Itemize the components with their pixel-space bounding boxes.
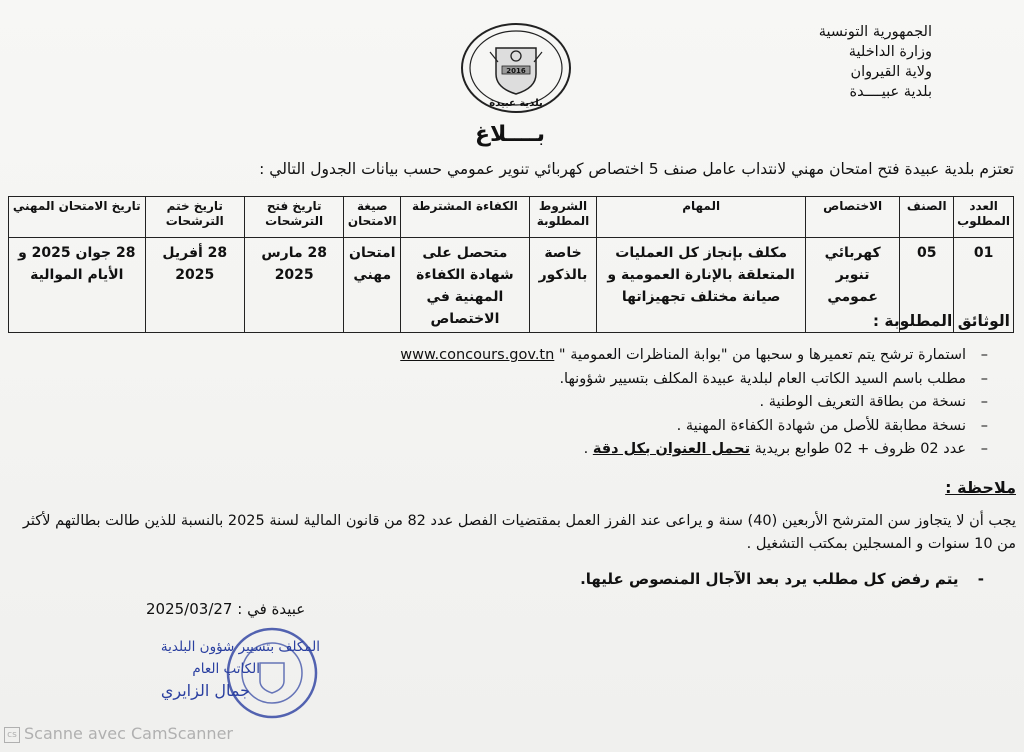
table-row	[9, 238, 1014, 333]
concours-portal-link[interactable]: www.concours.gov.tn	[400, 347, 555, 363]
republic-name: الجمهورية التونسية	[818, 24, 932, 40]
signatory-role: المكلف بتسيير شؤون البلدية	[160, 639, 320, 655]
governorate-name: ولاية القيروان	[850, 64, 932, 80]
documents-heading: الوثائق المطلوبة :	[872, 312, 1010, 330]
emblem-year: 2016	[506, 67, 526, 75]
col-header-conditions: الشروط المطلوبة	[529, 197, 597, 238]
rejection-text: يتم رفض كل مطلب يرد بعد الآجال المنصوص عليها.	[580, 570, 959, 588]
documents-item-1-text: استمارة ترشح يتم تعميرها و سحبها من "بوابة المناظرات العمومية "	[558, 347, 966, 363]
camscanner-logo-icon: cs	[4, 727, 20, 743]
ministry-name: وزارة الداخلية	[848, 44, 932, 60]
cell-exam-type: امتحان مهني	[344, 238, 401, 333]
col-header-exam-date: تاريخ الامتحان المهني	[9, 197, 146, 238]
documents-item-5-text: عدد 02 ظروف + 02 طوابع بريدية	[754, 441, 966, 457]
positions-table	[8, 196, 1014, 333]
signature-dateline	[146, 600, 305, 618]
documents-list	[228, 344, 988, 462]
col-header-specialty: الاختصاص	[805, 197, 899, 238]
col-header-tasks: المهام	[597, 197, 806, 238]
documents-item-5-emphasis: تحمل العنوان بكل دقة	[592, 441, 751, 457]
signatory-title: الكاتب العام	[192, 661, 260, 677]
page-title: بــــلاغ	[474, 122, 546, 147]
col-header-exam-type: صيغة الامتحان	[344, 197, 401, 238]
cell-grade: 05	[900, 238, 954, 333]
cell-specialty: كهربائي تنوير عمومي	[805, 238, 899, 333]
municipality-name: بلدية عبيــــدة	[849, 84, 932, 100]
table-header-row	[9, 197, 1014, 238]
list-item	[228, 344, 988, 368]
note-paragraph: يجب أن لا يتجاوز سن المترشح الأربعين (40) سنة و يراعى عند الفرز العمل بمقتضيات الفصل عدد 82 من قانون المالية لسنة 2025 بالنسبة للذين طالت بطالتهم لأكثر من 10 سنوات و المسجلين بمكتب التشغيل .	[22, 513, 1016, 552]
signature-place: عبيدة في :	[237, 600, 306, 618]
cell-exam-date: 28 جوان 2025 و الأيام الموالية	[9, 238, 146, 333]
signature-date: 2025/03/27	[146, 600, 233, 618]
emblem-text: بلدية عبيدة	[489, 98, 543, 109]
rejection-notice	[580, 570, 984, 588]
cell-count: 01	[954, 238, 1014, 333]
cell-conditions: خاصة بالذكور	[529, 238, 597, 333]
col-header-grade: الصنف	[900, 197, 954, 238]
signatory-name: جمال الزايري	[160, 681, 250, 700]
col-header-close-date: تاريخ ختم الترشحات	[145, 197, 244, 238]
col-header-open-date: تاريخ فتح الترشحات	[244, 197, 343, 238]
col-header-qualification: الكفاءة المشترطة	[401, 197, 529, 238]
documents-item-5-end: .	[583, 441, 593, 457]
rejection-dash: -	[977, 570, 984, 588]
cell-qualification: متحصل على شهادة الكفاءة المهنية في الاختصاص	[401, 238, 529, 333]
signatory-block	[70, 636, 320, 702]
list-item: – نسخة من بطاقة التعريف الوطنية .	[228, 391, 988, 415]
col-header-count: العدد المطلوب	[954, 197, 1014, 238]
list-item: – نسخة مطابقة للأصل من شهادة الكفاءة المهنية .	[228, 415, 988, 439]
cell-open-date: 28 مارس 2025	[244, 238, 343, 333]
municipality-emblem-icon	[460, 22, 572, 114]
scanner-watermark	[4, 724, 233, 743]
watermark-text: Scanne avec CamScanner	[24, 724, 233, 743]
cell-tasks: مكلف بإنجاز كل العمليات المتعلقة بالإنارة العمومية و صيانة مختلف تجهيزاتها	[597, 238, 806, 333]
list-item	[228, 438, 988, 462]
issuing-authority	[692, 22, 932, 102]
note-heading: ملاحظة :	[945, 478, 1016, 497]
list-item: – مطلب باسم السيد الكاتب العام لبلدية عبيدة المكلف بتسيير شؤونها.	[228, 368, 988, 392]
intro-paragraph: تعتزم بلدية عبيدة فتح امتحان مهني لانتداب عامل صنف 5 اختصاص كهربائي تنوير عمومي حسب بيانات الجدول التالي :	[259, 160, 1014, 178]
cell-close-date: 28 أفريل 2025	[145, 238, 244, 333]
